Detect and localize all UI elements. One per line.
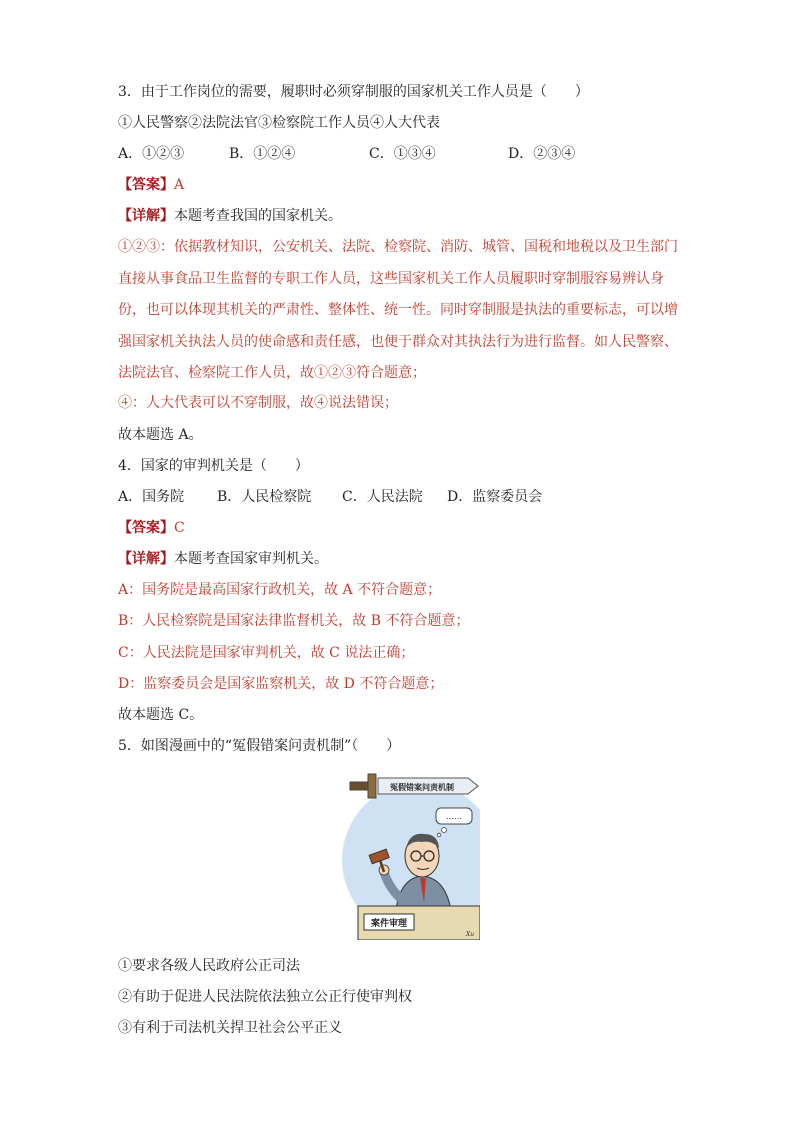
q4-analysis-d: D：监察委员会是国家监察机关，故 D 不符合题意；: [118, 676, 444, 692]
q4-option-c: C．人民法院: [342, 489, 423, 505]
q3-stem: 3．由于工作岗位的需要，履职时必须穿制服的国家机关工作人员是（ ）: [118, 84, 589, 100]
detail-label: 【详解】: [118, 208, 174, 224]
detail-intro: 本题考查我国的国家机关。: [174, 208, 342, 224]
desk-text: 案件审理: [370, 919, 408, 929]
q4-option-b: B．人民检察院: [217, 489, 312, 505]
q4-option-a: A．国务院: [118, 489, 185, 505]
q3-detail: [118, 206, 342, 226]
q4-option-d: D．监察委员会: [447, 489, 543, 505]
q5-stem: 5．如图漫画中的“冤假错案问责机制”（ ）: [118, 738, 401, 754]
detail-intro: 本题考查国家审判机关。: [174, 551, 328, 567]
q5-item-3: ③有利于司法机关捍卫社会公平正义: [118, 1020, 342, 1036]
q5-item-1: ①要求各级人民政府公正司法: [118, 958, 300, 974]
q4-answer: [118, 518, 185, 538]
q5-item-2: ②有助于促进人民法院依法独立公正行使审判权: [118, 989, 412, 1005]
q4-analysis-c: C：人民法院是国家审判机关，故 C 说法正确；: [118, 645, 415, 661]
q4-analysis-a: A：国务院是最高国家行政机关，故 A 不符合题意；: [118, 582, 442, 598]
answer-label: 【答案】: [118, 177, 174, 193]
cartoon-image: [340, 768, 480, 940]
q3-option-b: B．①②④: [229, 146, 296, 162]
q3-explanation-2: ④：人大代表可以不穿制服，故④说法错误；: [118, 395, 398, 411]
detail-label: 【详解】: [118, 551, 174, 567]
q3-option-a: A．①②③: [118, 146, 185, 162]
q4-conclusion: 故本题选 C。: [118, 707, 204, 723]
q3-explanation: ①②③：依据教材知识，公安机关、法院、检察院、消防、城管、国税和地税以及卫生部门直接从事食品卫生监督的专职工作人员，这些国家机关工作人员履职时穿制服容易辨认身份，也可以体现其机关的严肃性、整体性、统一性。同时穿制服是执法的重要标志，可以增强国家机关执法人员的使命感和责任感，也便于群众对其执法行为进行监督。如人民警察、法院法官、检察院工作人员，故①②③符合题意；: [118, 239, 678, 381]
sword-handle: [350, 782, 368, 790]
q4-stem: 4．国家的审判机关是（ ）: [118, 458, 309, 474]
q3-answer: [118, 175, 184, 195]
sword-guard: [368, 774, 376, 798]
q4-detail: [118, 549, 328, 569]
cartoon-signature: Xu: [466, 931, 475, 938]
bubble-text: ……: [446, 812, 462, 821]
q3-option-d: D．②③④: [508, 146, 576, 162]
q3-conclusion: 故本题选 A。: [118, 427, 203, 443]
answer-value: C: [174, 520, 185, 536]
sword-text: 冤假错案问责机制: [390, 783, 454, 792]
q4-analysis-b: B：人民检察院是国家法律监督机关，故 B 不符合题意；: [118, 613, 470, 629]
answer-value: A: [174, 177, 185, 193]
cartoon-illustration: [340, 768, 480, 940]
q3-items: ①人民警察②法院法官③检察院工作人员④人大代表: [118, 115, 440, 131]
answer-label: 【答案】: [118, 520, 174, 536]
q3-option-c: C．①③④: [369, 146, 436, 162]
